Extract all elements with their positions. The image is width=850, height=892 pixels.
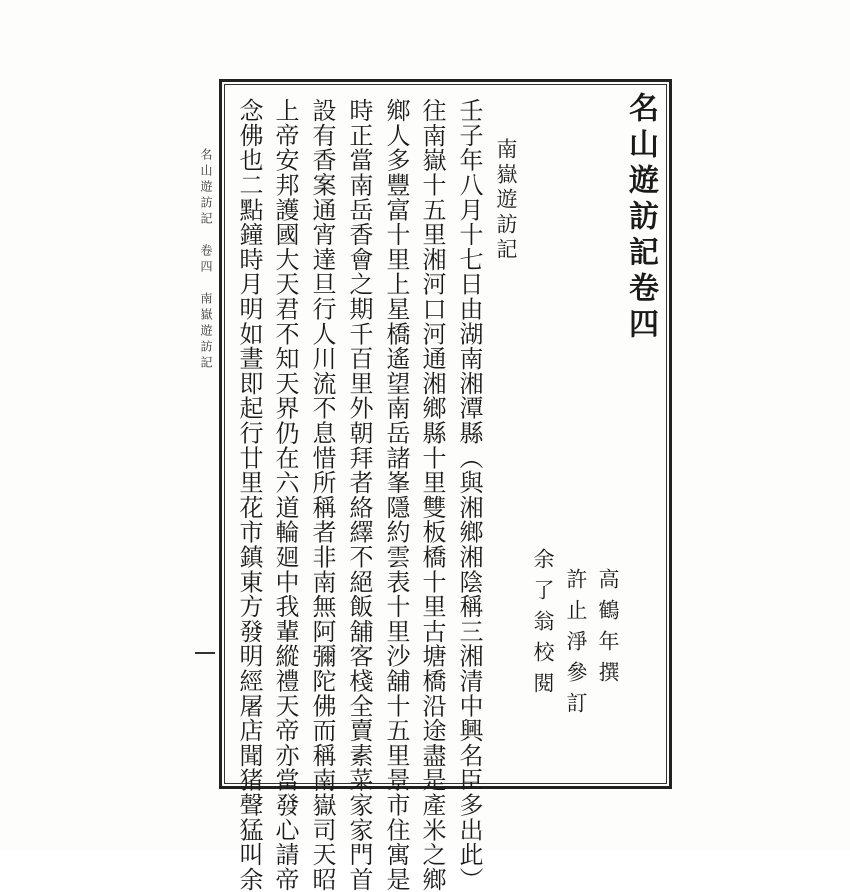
chapter-title: 名山遊訪記卷四 [623,92,658,344]
text-column: 時正當南岳香會之期千百里外朝拜者絡繹不絕飯舖客棧全賣素菜家家門首 [345,98,373,892]
text-column: 鄉人多豐富十里上星橋遙望南岳諸峯隱約雲表十里沙舖十五里景市住寓是 [382,98,410,892]
text-column: 壬子年八月十七日由湖南湘潭縣（與湘鄉湘陰稱三湘清中興名臣多出此） [455,98,483,892]
editor-credit: 許止淨參訂 [564,568,588,723]
text-column: 上帝安邦護國大天君不知天界仍在六道輪廻中我輩縱禮天帝亦當發心請帝 [271,98,299,892]
section-title: 南嶽遊訪記 [494,138,518,263]
margin-running-title: 名山遊訪記 卷四 南嶽遊訪記 [199,148,213,372]
proofreader-credit: 余了翁校閱 [531,548,555,703]
text-column: 設有香案通宵達旦行人川流不息惜所稱者非南無阿彌陀佛而稱南嶽司天昭 [308,98,336,892]
text-column: 念佛也二點鐘時月明如晝即起行廿里花市鎮東方發明經屠店聞猪聲猛叫余 [235,98,263,892]
page-number-mark [195,652,215,654]
text-column: 往南嶽十五里湘河口河通湘鄉縣十里雙板橋十里古塘橋沿途盡是產米之鄉 [418,98,446,892]
author-credit: 高鶴年撰 [596,568,620,692]
